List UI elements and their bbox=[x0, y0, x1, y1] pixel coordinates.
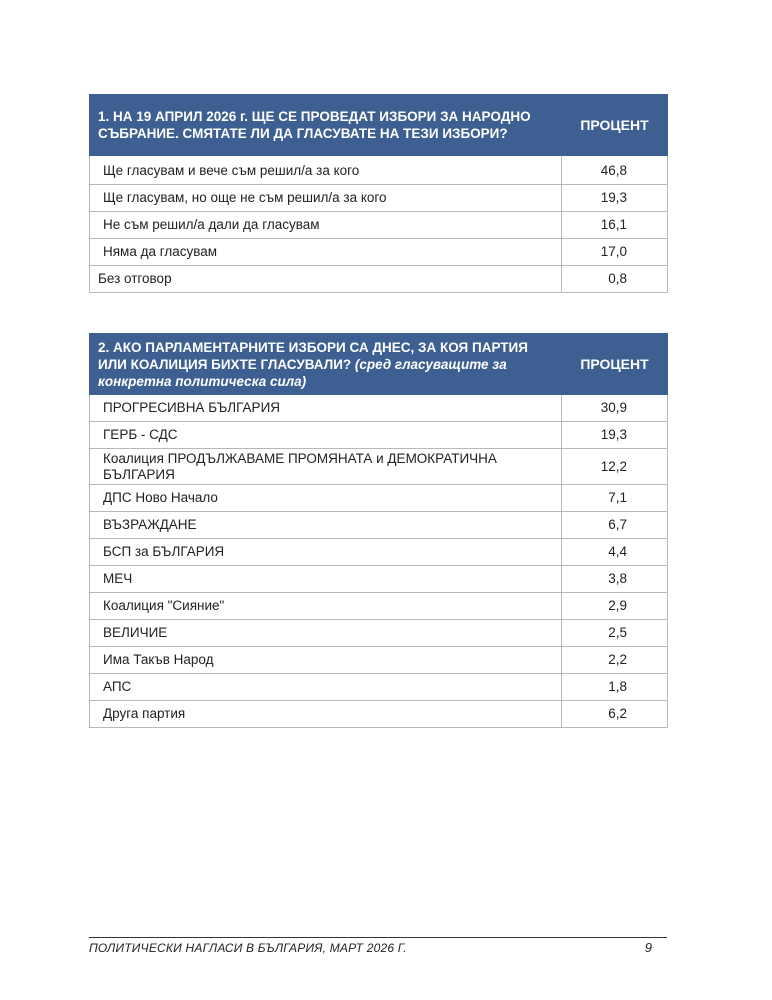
table-row bbox=[90, 593, 668, 620]
question-2-header bbox=[90, 334, 562, 395]
row-value: 0,8 bbox=[562, 266, 668, 293]
table-row bbox=[90, 239, 668, 266]
party-value: 6,7 bbox=[562, 512, 668, 539]
table-row bbox=[90, 566, 668, 593]
table-row bbox=[90, 485, 668, 512]
party-label: ПРОГРЕСИВНА БЪЛГАРИЯ bbox=[90, 395, 562, 422]
row-label: Без отговор bbox=[90, 266, 562, 293]
party-label: ГЕРБ - СДС bbox=[90, 422, 562, 449]
footer-report-title: ПОЛИТИЧЕСКИ НАГЛАСИ В БЪЛГАРИЯ, МАРТ 2026 Г. bbox=[89, 941, 407, 955]
question-2-table bbox=[89, 333, 668, 728]
table-row bbox=[90, 395, 668, 422]
row-label: Ще гласувам и вече съм решил/а за кого bbox=[90, 156, 562, 185]
party-label: МЕЧ bbox=[90, 566, 562, 593]
table-header-row bbox=[90, 334, 668, 395]
party-label: ДПС Ново Начало bbox=[90, 485, 562, 512]
party-value: 7,1 bbox=[562, 485, 668, 512]
row-value: 19,3 bbox=[562, 185, 668, 212]
table-row bbox=[90, 266, 668, 293]
table-row bbox=[90, 620, 668, 647]
party-value: 19,3 bbox=[562, 422, 668, 449]
row-value: 46,8 bbox=[562, 156, 668, 185]
party-value: 30,9 bbox=[562, 395, 668, 422]
footer-divider bbox=[89, 937, 667, 938]
table-row bbox=[90, 212, 668, 239]
question-2-text: 2. АКО ПАРЛАМЕНТАРНИТЕ ИЗБОРИ СА ДНЕС, ЗА КОЯ ПАРТИЯ ИЛИ КОАЛИЦИЯ БИХТЕ ГЛАСУВАЛИ? bbox=[98, 339, 528, 372]
party-label: Коалиция ПРОДЪЛЖАВАМЕ ПРОМЯНАТА и ДЕМОКРАТИЧНА БЪЛГАРИЯ bbox=[90, 449, 562, 485]
party-label: ВЪЗРАЖДАНЕ bbox=[90, 512, 562, 539]
table-row bbox=[90, 647, 668, 674]
table-header-row bbox=[90, 95, 668, 156]
party-value: 2,5 bbox=[562, 620, 668, 647]
party-label: Има Такъв Народ bbox=[90, 647, 562, 674]
percent-column-header: ПРОЦЕНТ bbox=[562, 95, 668, 156]
table-row bbox=[90, 674, 668, 701]
party-label: Коалиция "Сияние" bbox=[90, 593, 562, 620]
table-row bbox=[90, 156, 668, 185]
party-label: БСП за БЪЛГАРИЯ bbox=[90, 539, 562, 566]
party-value: 12,2 bbox=[562, 449, 668, 485]
party-label: АПС bbox=[90, 674, 562, 701]
row-label: Не съм решил/а дали да гласувам bbox=[90, 212, 562, 239]
table-row bbox=[90, 512, 668, 539]
question-1-table bbox=[89, 94, 668, 293]
party-value: 2,2 bbox=[562, 647, 668, 674]
table-row bbox=[90, 449, 668, 485]
table-row bbox=[90, 539, 668, 566]
question-2-note: (сред гласуващите за конкретна политическа сила) bbox=[98, 356, 507, 389]
party-value: 4,4 bbox=[562, 539, 668, 566]
party-value: 3,8 bbox=[562, 566, 668, 593]
row-label: Няма да гласувам bbox=[90, 239, 562, 266]
party-value: 2,9 bbox=[562, 593, 668, 620]
row-value: 16,1 bbox=[562, 212, 668, 239]
row-value: 17,0 bbox=[562, 239, 668, 266]
table-row bbox=[90, 701, 668, 728]
table-row bbox=[90, 422, 668, 449]
percent-column-header: ПРОЦЕНТ bbox=[562, 334, 668, 395]
party-label: Друга партия bbox=[90, 701, 562, 728]
party-value: 6,2 bbox=[562, 701, 668, 728]
party-label: ВЕЛИЧИЕ bbox=[90, 620, 562, 647]
question-1-text: 1. НА 19 АПРИЛ 2026 г. ЩЕ СЕ ПРОВЕДАТ ИЗБОРИ ЗА НАРОДНО СЪБРАНИЕ. СМЯТАТЕ ЛИ ДА ГЛАСУВАТЕ НА ТЕЗИ ИЗБОРИ? bbox=[90, 95, 562, 156]
table-row bbox=[90, 185, 668, 212]
row-label: Ще гласувам, но още не съм решил/а за кого bbox=[90, 185, 562, 212]
footer-page-number: 9 bbox=[644, 940, 652, 955]
party-value: 1,8 bbox=[562, 674, 668, 701]
